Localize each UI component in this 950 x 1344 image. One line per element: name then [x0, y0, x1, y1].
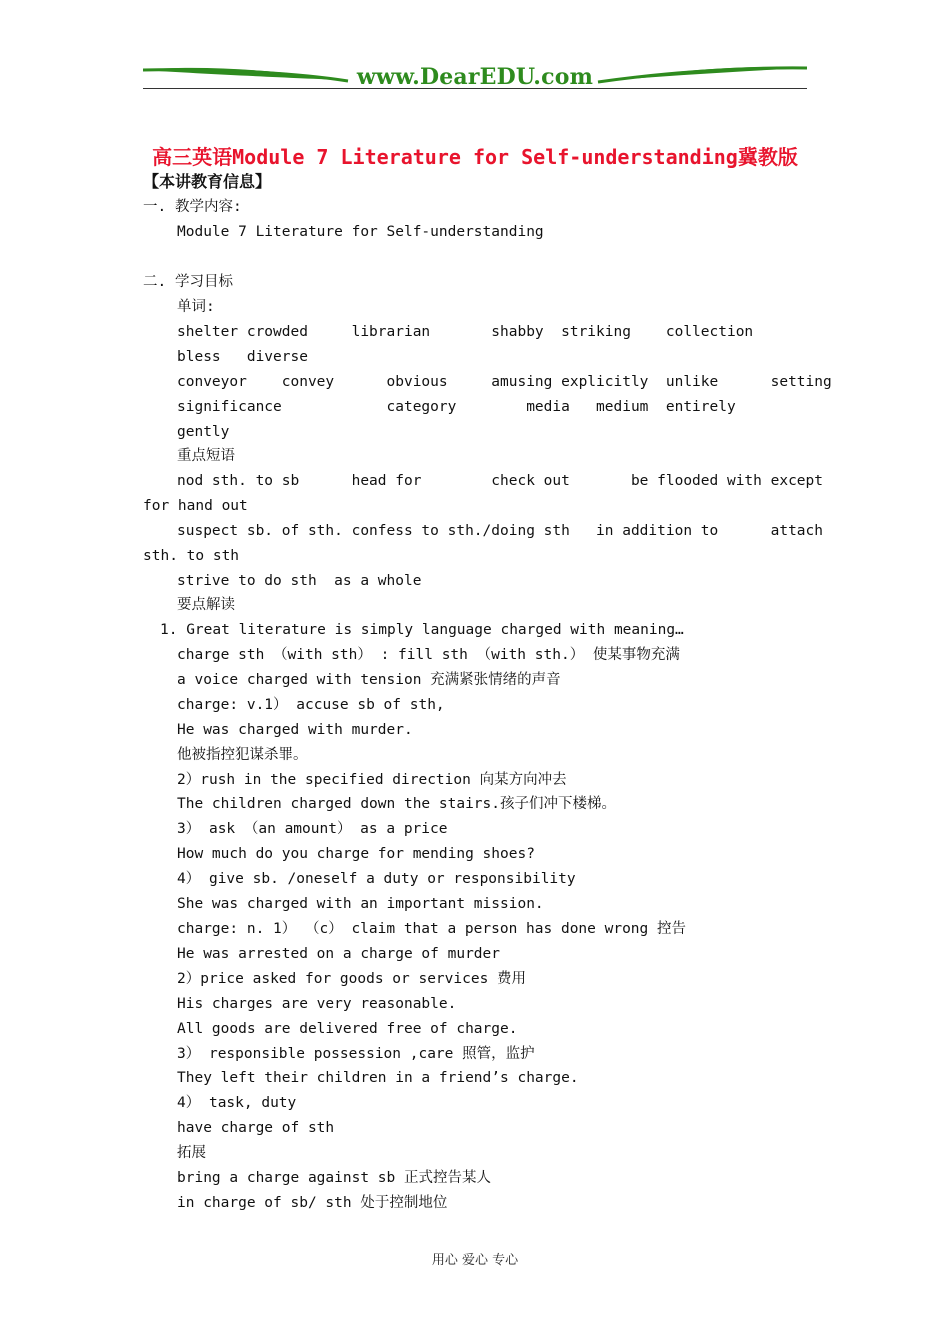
text-line: All goods are delivered free of charge. [177, 1021, 518, 1037]
text-line: 3） ask （an amount） as a price [177, 821, 448, 837]
text-line: The children charged down the stairs.孩子们冲下楼梯。 [177, 796, 616, 812]
text-line: 拓展 [177, 1145, 206, 1161]
text-line: 重点短语 [177, 448, 235, 464]
text-line: charge: v.1） accuse sb of sth, [177, 697, 445, 713]
text-line: have charge of sth [177, 1120, 335, 1136]
text-line: 1. Great literature is simply language charged with meaning… [160, 622, 684, 638]
page-footer: 用心 爱心 专心 [431, 1253, 519, 1268]
text-line: He was charged with murder. [177, 722, 413, 738]
text-line: She was charged with an important mission. [177, 896, 544, 912]
text-line: 要点解读 [177, 597, 235, 613]
text-line: 二. 学习目标 [143, 274, 233, 290]
text-line: 单词: [177, 299, 215, 315]
site-logo: www.DearEDU.com [356, 64, 594, 90]
text-line: shelter crowded librarian shabby striking collection [177, 324, 754, 340]
text-line: They left their children in a friend’s charge. [177, 1070, 579, 1086]
text-line: charge sth （with sth） : fill sth （with sth.） 使某事物充满 [177, 647, 680, 663]
text-line: bring a charge against sb 正式控告某人 [177, 1170, 491, 1186]
text-line: His charges are very reasonable. [177, 996, 457, 1012]
text-line: for hand out [143, 498, 248, 514]
text-line: How much do you charge for mending shoes? [177, 846, 535, 862]
text-line: 2）price asked for goods or services 费用 [177, 971, 527, 987]
text-line: conveyor convey obvious amusing explicitly unlike setting [177, 374, 832, 390]
page-title: 高三英语Module 7 Literature for Self-understanding冀教版 [152, 145, 798, 169]
text-line: 他被指控犯谋杀罪。 [177, 747, 308, 763]
text-line: 4） give sb. /oneself a duty or responsibility [177, 871, 576, 887]
text-line: gently [177, 424, 230, 440]
text-line: nod sth. to sb head for check out be flooded with except [177, 473, 824, 489]
text-line: charge: n. 1） （c） claim that a person has done wrong 控告 [177, 921, 686, 937]
text-line: 一. 教学内容: [143, 199, 242, 215]
text-line: strive to do sth as a whole [177, 573, 422, 589]
text-line: 2）rush in the specified direction 向某方向冲去 [177, 772, 567, 788]
text-line: a voice charged with tension 充满紧张情绪的声音 [177, 672, 561, 688]
text-line: bless diverse [177, 349, 308, 365]
text-line: 4） task, duty [177, 1095, 297, 1111]
text-line: in charge of sb/ sth 处于控制地位 [177, 1195, 448, 1211]
header-divider [143, 88, 807, 89]
text-line: 3） responsible possession ,care 照管，监护 [177, 1046, 535, 1062]
text-line: Module 7 Literature for Self-understanding [177, 224, 544, 240]
text-line: He was arrested on a charge of murder [177, 946, 501, 962]
text-line: suspect sb. of sth. confess to sth./doing sth in addition to attach [177, 523, 824, 539]
text-line: significance category media medium entirely [177, 399, 736, 415]
text-line: sth. to sth [143, 548, 240, 564]
section-heading: 【本讲教育信息】 [143, 172, 272, 191]
